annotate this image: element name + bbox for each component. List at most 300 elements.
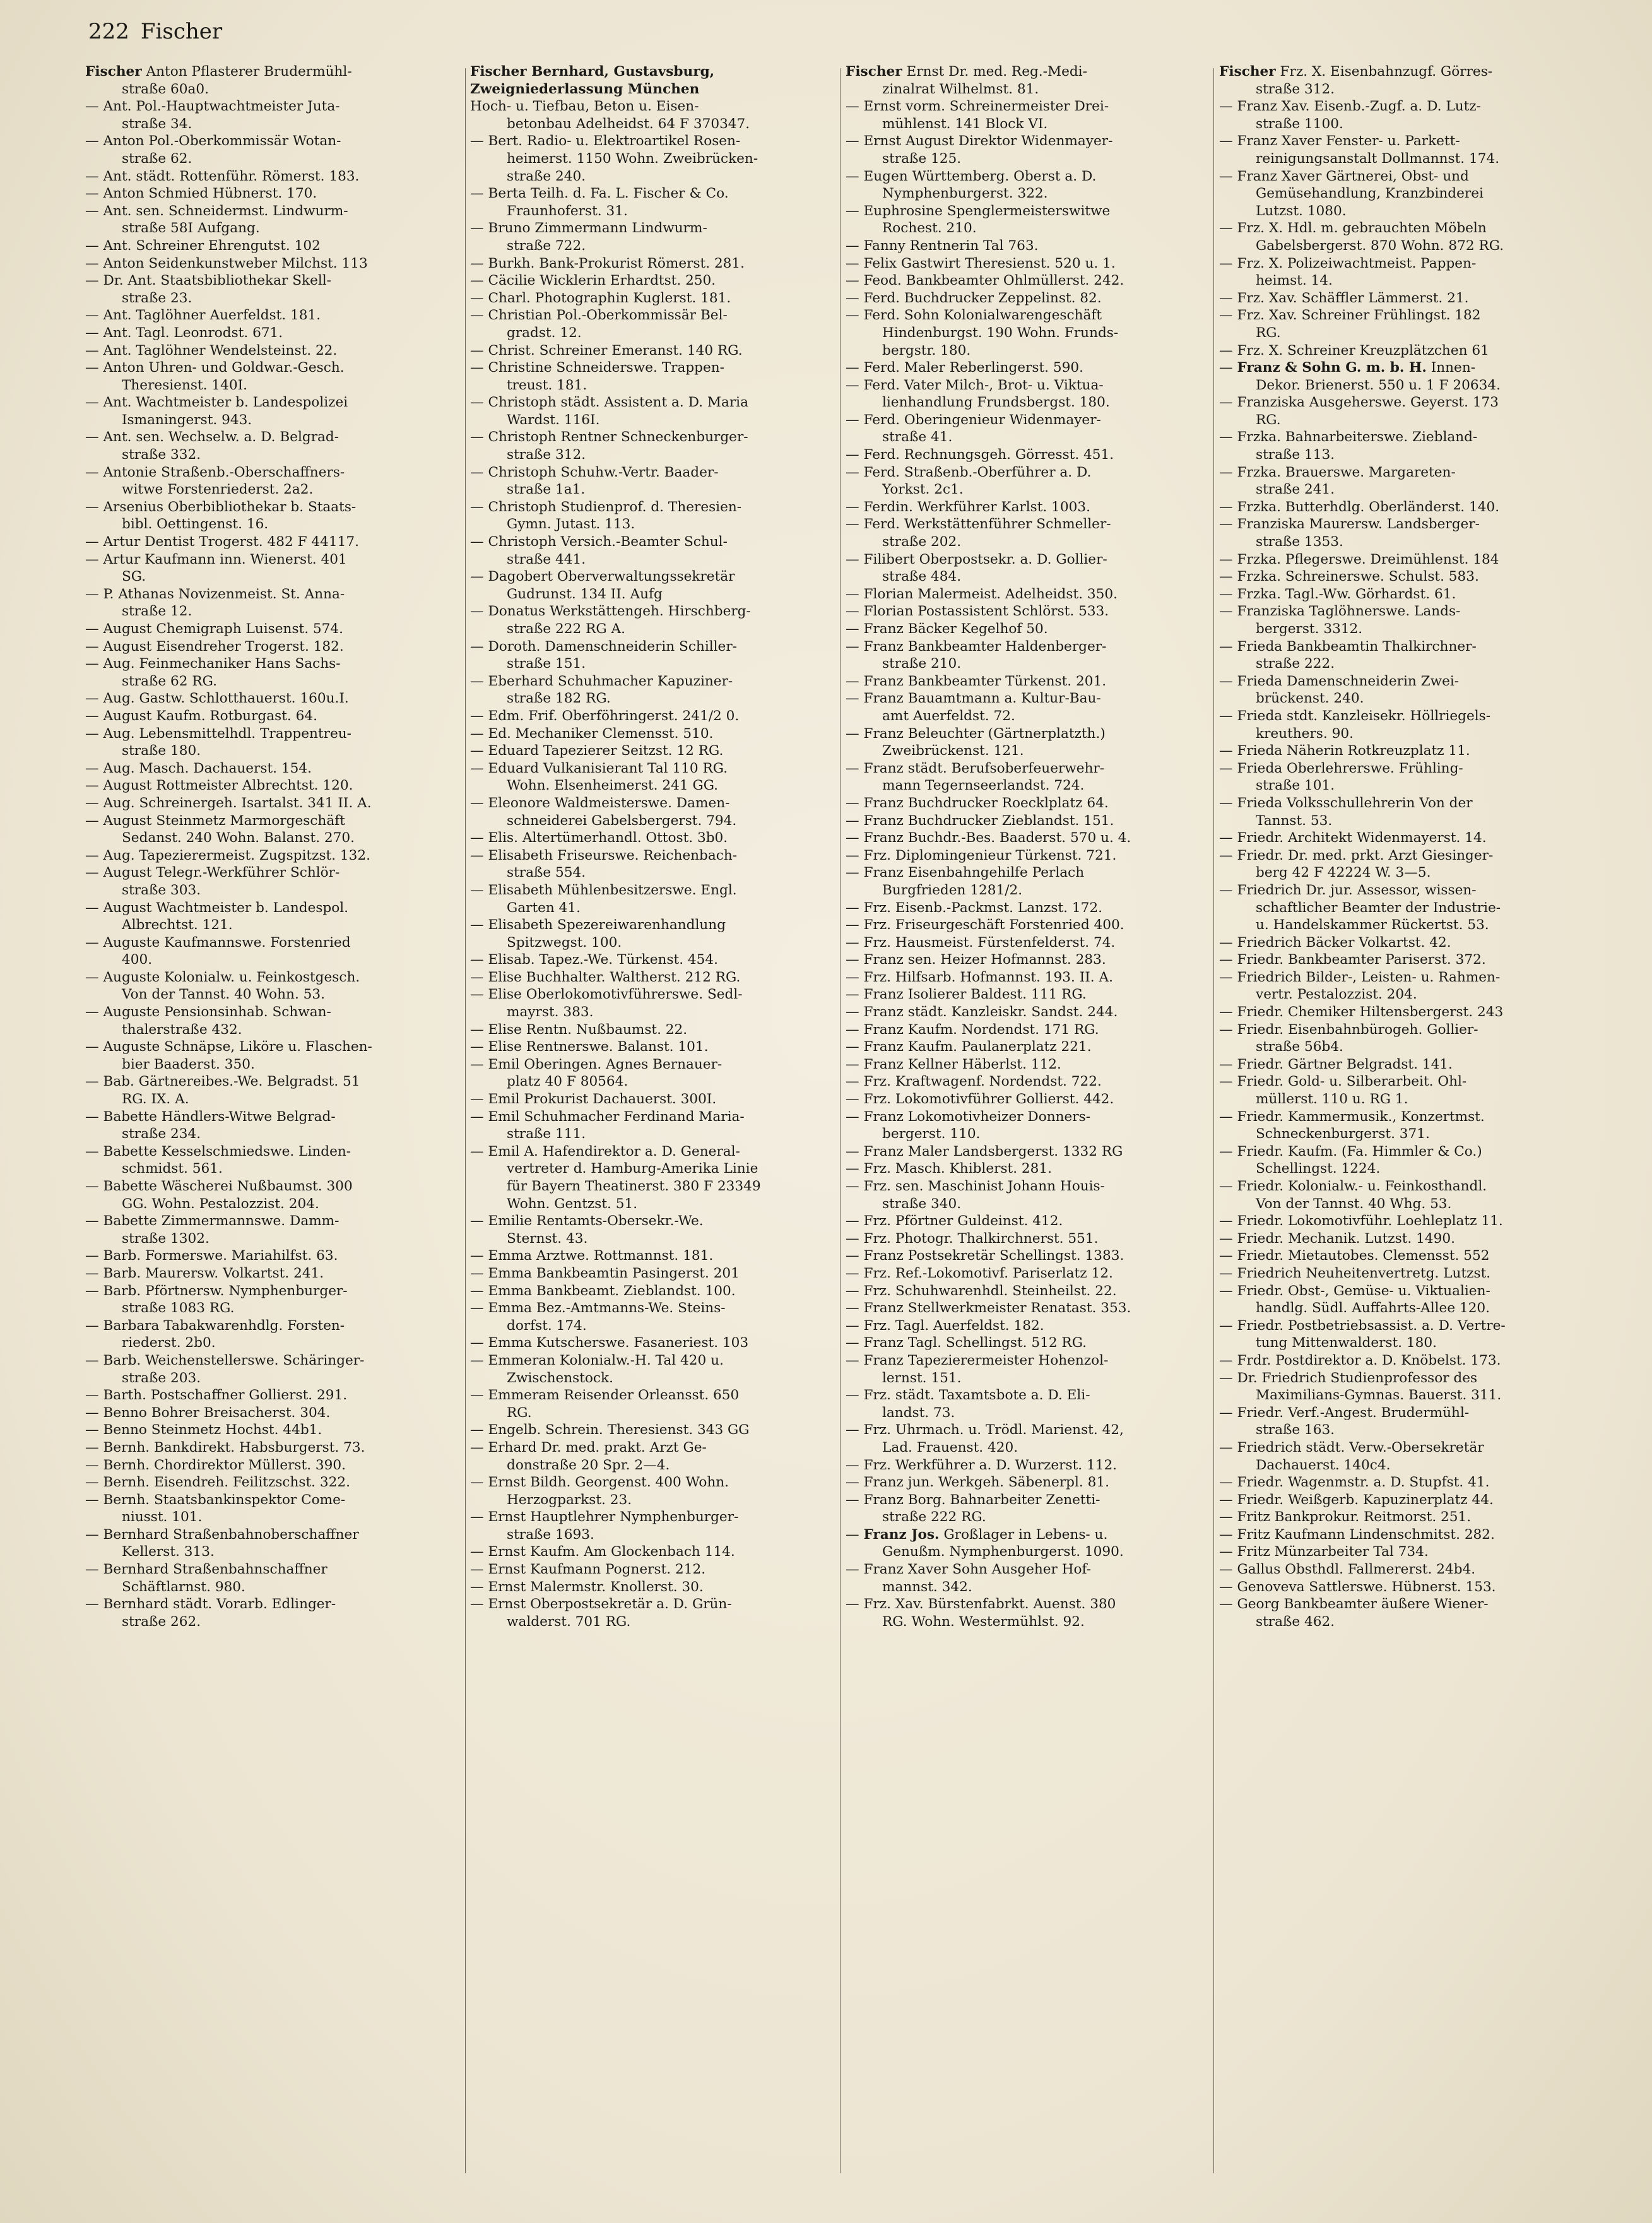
entry-line: — Filibert Oberpostsekr. a. D. Gollier-	[846, 551, 1107, 567]
entry-continuation-line: riederst. 2b0.	[122, 1335, 216, 1351]
entry-line: — Ferd. Buchdrucker Zeppelinst. 82.	[846, 290, 1102, 306]
entry-line: — Emilie Rentamts-Obersekr.-We.	[470, 1213, 704, 1230]
entry-line: — Franz Borg. Bahnarbeiter Zenetti-	[846, 1491, 1100, 1508]
entry-line: — Frz. X. Polizeiwachtmeist. Pappen-	[1219, 255, 1477, 271]
entry-line: — Frz. Diplomingenieur Türkenst. 721.	[846, 847, 1117, 863]
entry-line: — Frz. Schuhwarenhdl. Steinheilst. 22.	[846, 1283, 1117, 1299]
entry-continuation-line: straße 203.	[122, 1370, 201, 1386]
entry-continuation-line: straße 1353.	[1256, 534, 1343, 550]
entry-continuation-line: müllerst. 110 u. RG 1.	[1256, 1091, 1408, 1108]
entry-line: — Franz Postsekretär Schellingst. 1383.	[846, 1248, 1124, 1264]
entry-line: — Franz Tagl. Schellingst. 512 RG.	[846, 1335, 1087, 1351]
entry-line: — Fanny Rentnerin Tal 763.	[846, 237, 1039, 254]
entry-line: — Christine Schneiderswe. Trappen-	[470, 360, 724, 376]
entry-line: — Burkh. Bank-Prokurist Römerst. 281.	[470, 255, 745, 271]
entry-line: — Friedr. Kammermusik., Konzertmst.	[1219, 1108, 1485, 1125]
entry-continuation-line: Dekor. Brienerst. 550 u. 1 F 20634.	[1256, 377, 1501, 393]
entry-line: — Ant. städt. Rottenführ. Römerst. 183.	[85, 168, 360, 184]
entry-line: — Christian Pol.-Oberkommissär Bel-	[470, 307, 728, 324]
entry-line: — Barb. Weichenstellerswe. Schäringer-	[85, 1352, 365, 1368]
entry-line: — Ant. Taglöhner Wendelsteinst. 22.	[85, 342, 338, 359]
entry-continuation-line: straße 554.	[507, 865, 586, 881]
entry-continuation-line: kreuthers. 90.	[1256, 725, 1354, 742]
entry-line: — Frdr. Postdirektor a. D. Knöbelst. 173.	[1219, 1352, 1501, 1368]
entry-continuation-line: Sternst. 43.	[507, 1230, 588, 1247]
entry-line: Fischer Bernhard, Gustavsburg,	[470, 64, 715, 80]
entry-continuation-line: für Bayern Theatinerst. 380 F 23349	[507, 1178, 761, 1194]
entry-line: — Elisabeth Friseurswe. Reichenbach-	[470, 847, 738, 863]
entry-line: — Franz Bankbeamter Türkenst. 201.	[846, 673, 1107, 689]
entry-continuation-line: 400.	[122, 952, 153, 968]
entry-line: — Frz. Hausmeist. Fürstenfelderst. 74.	[846, 934, 1116, 951]
entry-line: — Emil Oberingen. Agnes Bernauer-	[470, 1056, 723, 1072]
entry-continuation-line: Von der Tannst. 40 Whg. 53.	[1256, 1195, 1452, 1212]
entry-line: — Ernst August Direktor Widenmayer-	[846, 133, 1113, 150]
directory-column-1	[85, 63, 457, 1630]
entry-continuation-line: RG. IX. A.	[122, 1091, 189, 1108]
entry-line: Zweigniederlassung München	[470, 81, 700, 97]
entry-line: — Doroth. Damenschneiderin Schiller-	[470, 638, 737, 655]
entry-continuation-line: Von der Tannst. 40 Wohn. 53.	[122, 987, 326, 1003]
entry-continuation-line: straße 56b4.	[1256, 1039, 1343, 1055]
entry-line: — Franz Buchdr.-Bes. Baaderst. 570 u. 4.	[846, 830, 1131, 846]
entry-line: — Christoph städt. Assistent a. D. Maria	[470, 394, 748, 411]
entry-continuation-line: Sedanst. 240 Wohn. Balanst. 270.	[122, 830, 355, 846]
entry-line: — Artur Dentist Trogerst. 482 F 44117.	[85, 534, 359, 550]
entry-line: — Ant. sen. Wechselw. a. D. Belgrad-	[85, 429, 339, 446]
entry-continuation-line: straße 113.	[1256, 447, 1335, 463]
entry-line: — Emma Bankbeamt. Zieblandst. 100.	[470, 1283, 736, 1299]
entry-line: — Fritz Bankprokur. Reitmorst. 251.	[1219, 1509, 1472, 1526]
entry-continuation-line: mann Tegernseerlandst. 724.	[882, 778, 1085, 794]
entry-line: — Eduard Vulkanisierant Tal 110 RG.	[470, 760, 728, 776]
entry-line: — August Eisendreher Trogerst. 182.	[85, 638, 344, 655]
entry-line: — Benno Bohrer Breisacherst. 304.	[85, 1404, 331, 1421]
entry-line: — Franz Kaufm. Nordendst. 171 RG.	[846, 1021, 1099, 1038]
entry-line: — Emma Bez.-Amtmanns-We. Steins-	[470, 1300, 726, 1317]
entry-continuation-line: straße 1100.	[1256, 116, 1343, 132]
entry-line: — Anton Uhren- und Goldwar.-Gesch.	[85, 360, 345, 376]
entry-line: — Frieda Näherin Rotkreuzplatz 11.	[1219, 743, 1470, 759]
running-head: Fischer	[140, 19, 223, 44]
entry-line: — Babette Zimmermannswe. Damm-	[85, 1213, 339, 1230]
entry-continuation-line: schmidst. 561.	[122, 1161, 223, 1177]
entry-line: — August Chemigraph Luisenst. 574.	[85, 621, 344, 637]
entry-line: Fischer Anton Pflasterer Brudermühl-	[85, 64, 352, 80]
entry-continuation-line: lernst. 151.	[882, 1370, 962, 1386]
entry-line: — Bernhard Straßenbahnschaffner	[85, 1562, 327, 1578]
entry-line: — Aug. Masch. Dachauerst. 154.	[85, 760, 312, 776]
entry-continuation-line: straße 151.	[507, 656, 586, 672]
entry-continuation-line: straße 1083 RG.	[122, 1300, 235, 1317]
entry-line: — Franz städt. Berufsoberfeuerwehr-	[846, 760, 1105, 776]
entry-line: — Emma Arztwe. Rottmannst. 181.	[470, 1248, 714, 1264]
entry-line: — Bruno Zimmermann Lindwurm-	[470, 220, 707, 237]
entry-line: — Frieda stdt. Kanzleisekr. Höllriegels-	[1219, 708, 1491, 724]
entry-line: — Ernst Bildh. Georgenst. 400 Wohn.	[470, 1474, 729, 1491]
entry-continuation-line: Schellingst. 1224.	[1256, 1161, 1381, 1177]
entry-line: — Franz Eisenbahngehilfe Perlach	[846, 865, 1085, 881]
entry-line: — Bernh. Staatsbankinspektor Come-	[85, 1491, 346, 1508]
entry-line: — Franz Stellwerkmeister Renatast. 353.	[846, 1300, 1131, 1317]
entry-line: — Ferd. Oberingenieur Widenmayer-	[846, 412, 1101, 428]
entry-continuation-line: straße 23.	[122, 290, 192, 306]
entry-line: — Christoph Versich.-Beamter Schul-	[470, 534, 728, 550]
entry-line: — Frzka. Pflegerswe. Dreimühlenst. 184	[1219, 551, 1499, 567]
entry-line: — Franz Buchdrucker Zieblandst. 151.	[846, 812, 1114, 829]
entry-continuation-line: Lad. Frauenst. 420.	[882, 1439, 1018, 1455]
entry-line: — Frieda Oberlehrerswe. Frühling-	[1219, 760, 1463, 776]
entry-line: — Elis. Altertümerhandl. Ottost. 3b0.	[470, 830, 728, 846]
entry-line: — Fritz Kaufmann Lindenschmitst. 282.	[1219, 1526, 1495, 1543]
entry-line: — Eduard Tapezierer Seitzst. 12 RG.	[470, 743, 724, 759]
entry-continuation-line: straße 202.	[882, 534, 962, 550]
entry-line: — Franz Xaver Gärtnerei, Obst- und	[1219, 168, 1469, 184]
entry-continuation-line: tung Mittenwalderst. 180.	[1256, 1335, 1437, 1351]
entry-line: — Frz. Pförtner Guldeinst. 412.	[846, 1213, 1063, 1230]
page-header	[88, 19, 222, 57]
entry-continuation-line: straße 222.	[1256, 656, 1335, 672]
entry-line: — August Kaufm. Rotburgast. 64.	[85, 708, 317, 724]
entry-line: — Arsenius Oberbibliothekar b. Staats-	[85, 499, 357, 515]
entry-line: — Berta Teilh. d. Fa. L. Fischer & Co.	[470, 186, 729, 202]
entry-line: — Frz. Hilfsarb. Hofmannst. 193. II. A.	[846, 969, 1113, 985]
entry-line: — Barbara Tabakwarenhdlg. Forsten-	[85, 1317, 345, 1334]
entry-continuation-line: Theresienst. 140I.	[122, 377, 247, 393]
entry-continuation-line: RG.	[507, 1404, 532, 1421]
entry-continuation-line: straße 41.	[882, 429, 953, 446]
entry-continuation-line: Yorkst. 2c1.	[882, 482, 964, 498]
entry-line: Fischer Ernst Dr. med. Reg.-Medi-	[846, 64, 1087, 80]
entry-line: — Ernst Malermstr. Knollerst. 30.	[470, 1579, 704, 1595]
entry-line: — Ferd. Werkstättenführer Schmeller-	[846, 516, 1111, 533]
entry-line: — Dr. Ant. Staatsbibliothekar Skell-	[85, 273, 331, 289]
entry-line: — Friedr. Eisenbahnbürogeh. Gollier-	[1219, 1021, 1478, 1038]
entry-continuation-line: Maximilians-Gymnas. Bauerst. 311.	[1256, 1387, 1502, 1404]
entry-line: — Friedr. Architekt Widenmayerst. 14.	[1219, 830, 1487, 846]
entry-continuation-line: straße 1302.	[122, 1230, 209, 1247]
entry-line: — Frzka. Bahnarbeiterswe. Ziebland-	[1219, 429, 1478, 446]
entry-continuation-line: straße 1a1.	[507, 482, 586, 498]
entry-line: — Friedr. Gärtner Belgradst. 141.	[1219, 1056, 1453, 1072]
entry-continuation-line: straße 241.	[1256, 482, 1335, 498]
entry-continuation-line: thalerstraße 432.	[122, 1021, 242, 1038]
page-number: 222	[88, 19, 129, 44]
entry-continuation-line: gradst. 12.	[507, 324, 582, 341]
entry-line: — Emil Schuhmacher Ferdinand Maria-	[470, 1108, 745, 1125]
entry-line: — Frz. X. Hdl. m. gebrauchten Möbeln	[1219, 220, 1487, 237]
entry-line: — Charl. Photographin Kuglerst. 181.	[470, 290, 731, 306]
entry-continuation-line: Hindenburgst. 190 Wohn. Frunds-	[882, 324, 1119, 341]
entry-continuation-line: straße 182 RG.	[507, 691, 611, 707]
entry-line: — Eberhard Schuhmacher Kapuziner-	[470, 673, 733, 689]
entry-continuation-line: straße 163.	[1256, 1422, 1335, 1438]
entry-line: — Dr. Friedrich Studienprofessor des	[1219, 1370, 1478, 1386]
entry-continuation-line: Albrechtst. 121.	[122, 917, 233, 934]
entry-continuation-line: straße 58I Aufgang.	[122, 220, 260, 237]
entry-line: — Frzka. Brauerswe. Margareten-	[1219, 464, 1456, 480]
entry-line: — Bernh. Bankdirekt. Habsburgerst. 73.	[85, 1439, 365, 1455]
entry-continuation-line: Wardst. 116I.	[507, 412, 600, 428]
entry-line: — Feod. Bankbeamter Ohlmüllerst. 242.	[846, 273, 1124, 289]
entry-line: — Donatus Werkstättengeh. Hirschberg-	[470, 603, 751, 620]
entry-line: — Erhard Dr. med. prakt. Arzt Ge-	[470, 1439, 707, 1455]
entry-continuation-line: Lutzst. 1080.	[1256, 203, 1347, 219]
entry-line: — Friedr. Obst-, Gemüse- u. Viktualien-	[1219, 1283, 1490, 1299]
entry-line: — Aug. Feinmechaniker Hans Sachs-	[85, 656, 341, 672]
entry-line: — Friedr. Chemiker Hiltensbergerst. 243	[1219, 1004, 1504, 1021]
entry-line: — Franziska Maurersw. Landsberger-	[1219, 516, 1480, 533]
entry-line: — Emma Kutscherswe. Fasaneriest. 103	[470, 1335, 749, 1351]
entry-line: — Bernhard Straßenbahnoberschaffner	[85, 1526, 359, 1543]
entry-continuation-line: heimerst. 1150 Wohn. Zweibrücken-	[507, 150, 758, 167]
entry-line: — Emmeram Reisender Orleansst. 650	[470, 1387, 740, 1404]
entry-line: — Dagobert Oberverwaltungssekretär	[470, 569, 735, 585]
entry-line: Fischer Frz. X. Eisenbahnzugf. Görres-	[1219, 64, 1493, 80]
entry-line: — Franz Xaver Sohn Ausgeher Hof-	[846, 1562, 1092, 1578]
entry-line: — Franz jun. Werkgeh. Säbenerpl. 81.	[846, 1474, 1109, 1491]
entry-line: — Frz. X. Schreiner Kreuzplätzchen 61	[1219, 342, 1489, 359]
entry-continuation-line: RG.	[1256, 412, 1281, 428]
entry-continuation-line: Ismaningerst. 943.	[122, 412, 252, 428]
entry-continuation-line: straße 62.	[122, 150, 192, 167]
entry-line: — August Telegr.-Werkführer Schlör-	[85, 865, 340, 881]
entry-continuation-line: lienhandlung Frundsbergst. 180.	[882, 394, 1110, 411]
entry-line: — Frz. Photogr. Thalkirchnerst. 551.	[846, 1230, 1099, 1247]
entry-line: — Franz Kellner Häberlst. 112.	[846, 1056, 1061, 1072]
entry-continuation-line: Fraunhoferst. 31.	[507, 203, 628, 219]
entry-line: — Frz. sen. Maschinist Johann Houis-	[846, 1178, 1105, 1194]
entry-continuation-line: RG.	[1256, 324, 1281, 341]
entry-continuation-line: straße 101.	[1256, 778, 1335, 794]
entry-continuation-line: vertr. Pestalozzist. 204.	[1256, 987, 1417, 1003]
entry-continuation-line: bier Baaderst. 350.	[122, 1056, 255, 1072]
entry-line: — Ant. Tagl. Leonrodst. 671.	[85, 324, 283, 341]
entry-continuation-line: straße 312.	[507, 447, 586, 463]
entry-continuation-line: Rochest. 210.	[882, 220, 977, 237]
entry-continuation-line: zinalrat Wilhelmst. 81.	[882, 81, 1039, 97]
entry-line: — Anton Seidenkunstweber Milchst. 113	[85, 255, 368, 271]
entry-continuation-line: platz 40 F 80564.	[507, 1074, 628, 1090]
entry-line: — Anton Pol.-Oberkommissär Wotan-	[85, 133, 341, 150]
entry-continuation-line: schaftlicher Beamter der Industrie-	[1256, 899, 1501, 916]
entry-line: — Christoph Studienprof. d. Theresien-	[470, 499, 742, 515]
entry-continuation-line: straße 1693.	[507, 1526, 594, 1543]
entry-line: — Franz sen. Heizer Hofmannst. 283.	[846, 952, 1106, 968]
entry-line: — Ferdin. Werkführer Karlst. 1003.	[846, 499, 1090, 515]
entry-continuation-line: Schäftlarnst. 980.	[122, 1579, 245, 1595]
entry-continuation-line: betonbau Adelheidst. 64 F 370347.	[507, 116, 750, 132]
entry-line: — Ernst Kaufm. Am Glockenbach 114.	[470, 1544, 735, 1560]
entry-line: — Ant. Schreiner Ehrengutst. 102	[85, 237, 321, 254]
entry-line: — Ant. Taglöhner Auerfeldst. 181.	[85, 307, 321, 324]
entry-line: — Bert. Radio- u. Elektroartikel Rosen-	[470, 133, 741, 150]
entry-continuation-line: Wohn. Elsenheimerst. 241 GG.	[507, 778, 719, 794]
entry-line: — Franziska Ausgeherswe. Geyerst. 173	[1219, 394, 1499, 411]
entry-line: — Frz. städt. Taxamtsbote a. D. Eli-	[846, 1387, 1090, 1404]
entry-line: — Elisab. Tapez.-We. Türkenst. 454.	[470, 952, 719, 968]
entry-line: — Aug. Lebensmittelhdl. Trappentreu-	[85, 725, 351, 742]
entry-line: — Ant. sen. Schneidermst. Lindwurm-	[85, 203, 348, 219]
entry-line: — Friedr. Weißgerb. Kapuzinerplatz 44.	[1219, 1491, 1494, 1508]
entry-continuation-line: straße 303.	[122, 882, 201, 898]
entry-continuation-line: Gemüsehandlung, Kranzbinderei	[1256, 186, 1484, 202]
entry-continuation-line: straße 210.	[882, 656, 962, 672]
entry-line: — Frz. Xav. Bürstenfabrkt. Auenst. 380	[846, 1596, 1116, 1613]
entry-continuation-line: bergerst. 110.	[882, 1126, 981, 1142]
entry-line: — Emma Bankbeamtin Pasingerst. 201	[470, 1265, 740, 1281]
entry-line: — Franz Buchdrucker Roecklplatz 64.	[846, 795, 1109, 811]
entry-line: — Eleonore Waldmeisterswe. Damen-	[470, 795, 730, 811]
entry-line: — Elise Rentnerswe. Balanst. 101.	[470, 1039, 709, 1055]
directory-column-2	[470, 63, 842, 1630]
entry-line: — Babette Händlers-Witwe Belgrad-	[85, 1108, 336, 1125]
entry-line: — Anton Schmied Hübnerst. 170.	[85, 186, 317, 202]
entry-line: — Ernst Kaufmann Pognerst. 212.	[470, 1562, 706, 1578]
entry-line: — Friedr. Kolonialw.- u. Feinkosthandl.	[1219, 1178, 1487, 1194]
entry-line: — Artur Kaufmann inn. Wienerst. 401	[85, 551, 347, 567]
entry-line: — Friedrich Bilder-, Leisten- u. Rahmen-	[1219, 969, 1501, 985]
entry-continuation-line: Gudrunst. 134 II. Aufg	[507, 586, 663, 602]
entry-continuation-line: handlg. Südl. Auffahrts-Allee 120.	[1256, 1300, 1490, 1317]
entry-continuation-line: niusst. 101.	[122, 1509, 203, 1526]
entry-continuation-line: Schneckenburgerst. 371.	[1256, 1126, 1430, 1142]
entry-line: — Bab. Gärtnereibes.-We. Belgradst. 51	[85, 1074, 360, 1090]
entry-line: — Barb. Maurersw. Volkartst. 241.	[85, 1265, 324, 1281]
entry-continuation-line: Zweibrückenst. 121.	[882, 743, 1024, 759]
entry-continuation-line: RG. Wohn. Westermühlst. 92.	[882, 1613, 1085, 1630]
entry-line: — Frzka. Butterhdlg. Oberländerst. 140.	[1219, 499, 1500, 515]
entry-line: — Elise Rentn. Nußbaumst. 22.	[470, 1021, 688, 1038]
entry-line: — Friedr. Postbetriebsassist. a. D. Vertre-	[1219, 1317, 1506, 1334]
entry-line: — Ferd. Maler Reberlingerst. 590.	[846, 360, 1083, 376]
entry-line: — Aug. Tapezierermeist. Zugspitzst. 132.	[85, 847, 371, 863]
entry-line: — Auguste Kolonialw. u. Feinkostgesch.	[85, 969, 360, 985]
entry-continuation-line: straße 240.	[507, 168, 586, 184]
entry-line: — Franziska Taglöhnerswe. Lands-	[1219, 603, 1461, 620]
entry-continuation-line: schneiderei Gabelsbergerst. 794.	[507, 812, 737, 829]
entry-line: — Frzka. Schreinerswe. Schulst. 583.	[1219, 569, 1479, 585]
entry-line: — Frz. Kraftwagenf. Nordendst. 722.	[846, 1074, 1102, 1090]
entry-line: — Ernst Hauptlehrer Nymphenburger-	[470, 1509, 739, 1526]
entry-continuation-line: Burgfrieden 1281/2.	[882, 882, 1023, 898]
entry-line: — Frz. Werkführer a. D. Wurzerst. 112.	[846, 1457, 1118, 1473]
entry-continuation-line: Herzogparkst. 23.	[507, 1491, 632, 1508]
entry-line: — Bernh. Chordirektor Müllerst. 390.	[85, 1457, 346, 1473]
entry-continuation-line: straße 62 RG.	[122, 673, 217, 689]
entry-line: — Franz Lokomotivheizer Donners-	[846, 1108, 1091, 1125]
entry-line: — Franz Xaver Fenster- u. Parkett-	[1219, 133, 1460, 150]
entry-continuation-line: straße 340.	[882, 1195, 962, 1212]
entry-continuation-line: straße 222 RG.	[882, 1509, 986, 1526]
entry-line: — Eugen Württemberg. Oberst a. D.	[846, 168, 1097, 184]
column-divider	[465, 68, 466, 2173]
entry-line: — Ferd. Vater Milch-, Brot- u. Viktua-	[846, 377, 1104, 393]
entry-continuation-line: straße 312.	[1256, 81, 1335, 97]
entry-continuation-line: straße 722.	[507, 237, 586, 254]
entry-continuation-line: amt Auerfeldst. 72.	[882, 708, 1015, 724]
entry-continuation-line: straße 462.	[1256, 1613, 1335, 1630]
entry-line: — Elisabeth Spezereiwarenhandlung	[470, 917, 726, 934]
entry-continuation-line: straße 222 RG A.	[507, 621, 625, 637]
entry-line: — Franz & Sohn G. m. b. H. Innen-	[1219, 360, 1476, 376]
entry-continuation-line: Nymphenburgerst. 322.	[882, 186, 1048, 202]
entry-line: — Friedrich Neuheitenvertretg. Lutzst.	[1219, 1265, 1491, 1281]
entry-continuation-line: Kellerst. 313.	[122, 1544, 215, 1560]
entry-line: — Friedrich Bäcker Volkartst. 42.	[1219, 934, 1451, 951]
entry-line: — Frzka. Tagl.-Ww. Görhardst. 61.	[1219, 586, 1456, 602]
entry-continuation-line: Spitzwegst. 100.	[507, 934, 622, 951]
entry-line: — Emmeran Kolonialw.-H. Tal 420 u.	[470, 1352, 724, 1368]
entry-continuation-line: GG. Wohn. Pestalozzist. 204.	[122, 1195, 319, 1212]
entry-line: — Georg Bankbeamter äußere Wiener-	[1219, 1596, 1489, 1613]
entry-line: — Bernhard städt. Vorarb. Edlinger-	[85, 1596, 336, 1613]
entry-continuation-line: landst. 73.	[882, 1404, 955, 1421]
entry-line: — Friedr. Lokomotivführ. Loehleplatz 11.	[1219, 1213, 1503, 1230]
directory-column-4	[1219, 63, 1591, 1630]
entry-line: — Edm. Frif. Oberföhringerst. 241/2 0.	[470, 708, 740, 724]
entry-line: — Frz. Eisenb.-Packmst. Lanzst. 172.	[846, 899, 1102, 916]
entry-continuation-line: straße 125.	[882, 150, 962, 167]
entry-line: — Barth. Postschaffner Gollierst. 291.	[85, 1387, 348, 1404]
entry-continuation-line: brückenst. 240.	[1256, 691, 1364, 707]
entry-line: — Aug. Schreinergeh. Isartalst. 341 II. A.	[85, 795, 372, 811]
entry-continuation-line: straße 234.	[122, 1126, 201, 1142]
entry-continuation-line: vertreter d. Hamburg-Amerika Linie	[507, 1161, 758, 1177]
entry-line: — Ernst vorm. Schreinermeister Drei-	[846, 98, 1109, 115]
entry-line: — Frz. Uhrmach. u. Trödl. Marienst. 42,	[846, 1422, 1124, 1438]
entry-line: — Emil A. Hafendirektor a. D. General-	[470, 1143, 740, 1159]
entry-line: — Ferd. Rechnungsgeh. Görresst. 451.	[846, 447, 1114, 463]
entry-line: — Franz Bankbeamter Haldenberger-	[846, 638, 1107, 655]
entry-line: — Ed. Mechaniker Clemensst. 510.	[470, 725, 714, 742]
entry-line: — Frz. Xav. Schäffler Lämmerst. 21.	[1219, 290, 1469, 306]
entry-continuation-line: donstraße 20 Spr. 2—4.	[507, 1457, 670, 1473]
entry-line: — Franz Kaufm. Paulanerplatz 221.	[846, 1039, 1092, 1055]
entry-continuation-line: reinigungsanstalt Dollmannst. 174.	[1256, 150, 1500, 167]
entry-line: Hoch- u. Tiefbau, Beton u. Eisen-	[470, 98, 699, 115]
entry-line: — Auguste Pensionsinhab. Schwan-	[85, 1004, 331, 1021]
entry-line: — Euphrosine Spenglermeisterswitwe	[846, 203, 1111, 219]
entry-line: — Franz Bäcker Kegelhof 50.	[846, 621, 1048, 637]
entry-continuation-line: bergerst. 3312.	[1256, 621, 1363, 637]
entry-line: — Engelb. Schrein. Theresienst. 343 GG	[470, 1422, 750, 1438]
entry-line: — Gallus Obsthdl. Fallmererst. 24b4.	[1219, 1562, 1476, 1578]
entry-line: — Friedr. Mietautobes. Clemensst. 552	[1219, 1248, 1490, 1264]
entry-line: — Friedr. Wagenmstr. a. D. Stupfst. 41.	[1219, 1474, 1490, 1491]
entry-continuation-line: berg 42 F 42224 W. 3—5.	[1256, 865, 1431, 881]
entry-line: — Ant. Pol.-Hauptwachtmeister Juta-	[85, 98, 340, 115]
entry-line: — Benno Steinmetz Hochst. 44b1.	[85, 1422, 322, 1438]
entry-continuation-line: straße 180.	[122, 743, 201, 759]
entry-continuation-line: Zwischenstock.	[507, 1370, 613, 1386]
entry-continuation-line: straße 60a0.	[122, 81, 209, 97]
entry-continuation-line: Tannst. 53.	[1256, 812, 1333, 829]
entry-line: — Frz. Ref.-Lokomotivf. Pariserlatz 12.	[846, 1265, 1113, 1281]
entry-line: — Barb. Pförtnersw. Nymphenburger-	[85, 1283, 348, 1299]
entry-line: — Christoph Rentner Schneckenburger-	[470, 429, 748, 446]
entry-line: — P. Athanas Novizenmeist. St. Anna-	[85, 586, 345, 602]
entry-line: — Franz Isolierer Baldest. 111 RG.	[846, 987, 1087, 1003]
entry-continuation-line: straße 332.	[122, 447, 201, 463]
entry-line: — Frz. Friseurgeschäft Forstenried 400.	[846, 917, 1124, 934]
entry-line: — Felix Gastwirt Theresienst. 520 u. 1.	[846, 255, 1116, 271]
entry-line: — Frz. Xav. Schreiner Frühlingst. 182	[1219, 307, 1481, 324]
entry-continuation-line: Garten 41.	[507, 899, 581, 916]
entry-line: — Franz Tapezierermeister Hohenzol-	[846, 1352, 1109, 1368]
entry-line: — Elisabeth Mühlenbesitzerswe. Engl.	[470, 882, 737, 898]
entry-line: — Friedr. Kaufm. (Fa. Himmler & Co.)	[1219, 1143, 1482, 1159]
